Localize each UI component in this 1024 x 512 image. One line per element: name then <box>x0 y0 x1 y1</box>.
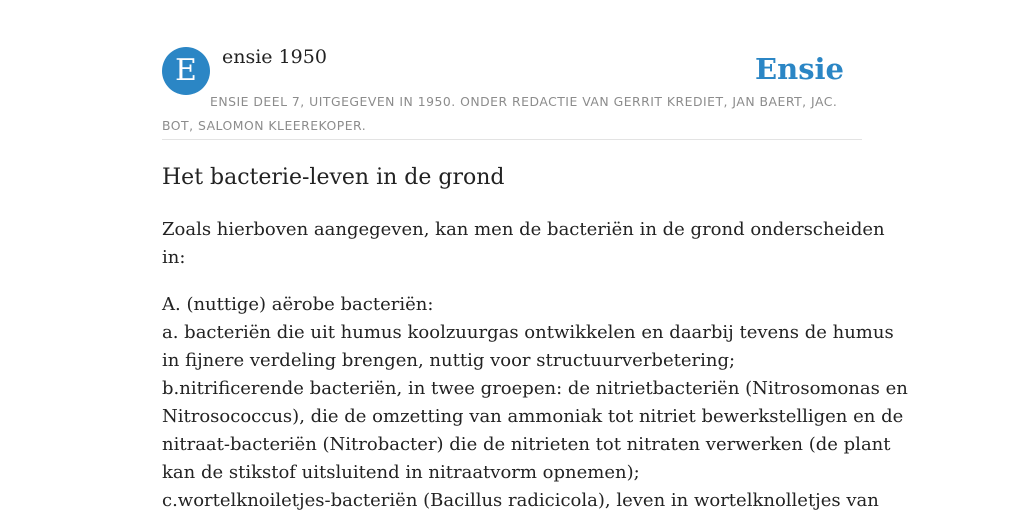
intro-paragraph <box>162 216 885 272</box>
site-logo-icon[interactable]: E <box>162 47 210 95</box>
body-paragraph <box>162 291 908 512</box>
article-title: Het bacterie-leven in de grond <box>162 165 505 190</box>
body-line: nitraat-bacteriën (Nitrobacter) die de nitrieten tot nitraten verwerken (de plant <box>162 434 891 455</box>
body-line: Nitrosococcus), die de omzetting van ammoniak tot nitriet bewerkstelligen en de <box>162 406 904 427</box>
article-content <box>162 216 908 512</box>
intro-line: Zoals hierboven aangegeven, kan men de bacteriën in de grond onderscheiden <box>162 219 885 240</box>
header-divider <box>162 139 862 140</box>
intro-line: in: <box>162 247 186 268</box>
body-line: c.wortelknoiletjes-bacteriën (Bacillus radicicola), leven in wortelknolletjes van <box>162 490 879 511</box>
body-line: A. (nuttige) aërobe bacteriën: <box>162 294 434 315</box>
body-line: b.nitrificerende bacteriën, in twee groepen: de nitrietbacteriën (Nitrosomonas en <box>162 378 908 399</box>
body-line: in fijnere verdeling brengen, nuttig voor structuurverbetering; <box>162 350 736 371</box>
body-line: a. bacteriën die uit humus koolzuurgas ontwikkelen en daarbij tevens de humus <box>162 322 894 343</box>
source-meta: ENSIE DEEL 7, UITGEGEVEN IN 1950. ONDER REDACTIE VAN GERRIT KREDIET, JAN BAERT, JAC. BOT, SALOMON KLEEREKOPER. <box>162 94 838 133</box>
site-name-link[interactable]: ensie 1950 <box>222 46 327 68</box>
brand-logo-link[interactable]: Ensie <box>755 52 844 86</box>
body-line: kan de stikstof uitsluitend in nitraatvorm opnemen); <box>162 462 640 483</box>
page <box>162 0 908 512</box>
